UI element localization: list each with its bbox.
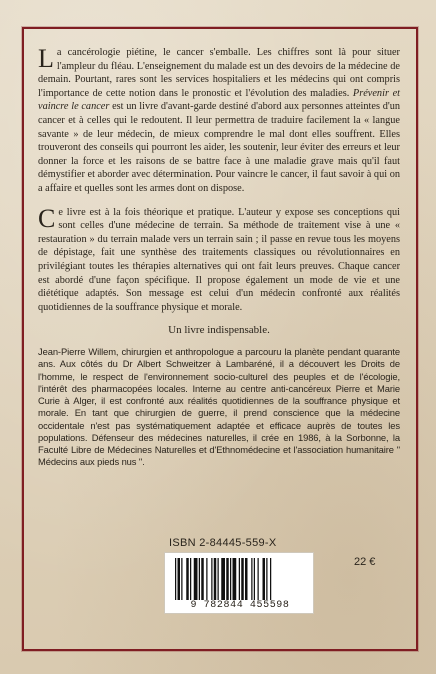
barcode-bar [241,558,244,600]
description-paragraph-2 [38,203,400,315]
barcode-bar [211,558,212,600]
barcode-bar [218,558,219,600]
barcode-bar [230,558,231,600]
barcode-bar [194,558,198,600]
book-title-inline: Prévenir et vaincre le cancer [38,87,400,113]
barcode-bar [201,558,204,600]
barcode-bar [199,558,200,600]
barcode-bars [175,558,305,600]
p2-text: e livre est à la fois théorique et pratique. L'auteur y expose ses conceptions qui sont celles d'une médecine de terrain. Sa méthode de traitement vise à une « restauration » du terrain malade vers un terrain sain ; il passe en revue tous les moyens de dépistage, fait une synthèse des traitements classiques ou révolutionnaires en privilégiant toutes les thérapies alternatives qui ont fait leurs preuves. Chaque cancer est abordé d'une façon spécifique. Il propose également un mode de vie et une diététique adaptés. Son message est celui d'un médecin confronté aux réalités quotidiennes de la souffrance physique et morale. [38,206,400,313]
barcode-bar [233,558,237,600]
barcode-bar [258,558,259,600]
barcode [164,552,314,614]
barcode-bar [214,558,217,600]
p1-text-start: a cancérologie piétine, le cancer s'emballe. Les chiffres sont là pour situer l'ampleur du fléau. L'enseignement du malade est un des devoirs de la médecine de demain. Pourtant, rares sont les services hospitaliers et les médecins qui ont compris l'importance de cette notion dans le pronostic et l'évolution des maladies. [38,47,400,99]
barcode-bar [190,558,191,600]
barcode-bar [254,558,255,600]
dropcap-l: L [38,44,54,73]
isbn-label: ISBN 2-84445-559-X [169,537,277,549]
barcode-bar [251,558,252,600]
price-label: 22 € [354,556,376,568]
barcode-bar [186,558,189,600]
dropcap-c: C [38,203,56,233]
tagline: Un livre indispensable. [168,324,270,337]
barcode-bar [181,558,182,600]
barcode-bar [175,558,176,600]
barcode-bar [270,558,271,600]
barcode-bar [226,558,229,600]
author-bio: Jean-Pierre Willem, chirurgien et anthropologue a parcouru la planète pendant quarante ans. Aux côtés du Dr Albert Schweitzer à Lambaréné, il a découvert les Droits de l'homme, le respect de l'environnement socio-culturel des peuples et de l'écologie, l'intérêt des pharmacopées locales. Interne au centre anti-cancéreux Pierre et Marie Curie à Alger, il est confronté aux réalités quotidiennes de la souffrance physique et morale. En tant que chirurgien de guerre, il prend conscience que la médecine occidentale n'est pas systématiquement adaptée et efficace auprès de toutes les populations. Défenseur des médecines naturelles, il crée en 1986, à la Sorbonne, la Faculté Libre de Médecines Naturelles et d'Ethnomédecine et l'association humanitaire " Médecins aux pieds nus ". [38,346,400,468]
barcode-bar [178,558,181,600]
barcode-bar [266,558,267,600]
barcode-bar [263,558,266,600]
barcode-bar [239,558,240,600]
p1-text-end: est un livre d'avant-garde destiné d'abord aux personnes atteintes d'un cancer et à celles qui le redoutent. Il leur permettra de traduire facilement la « langue savante » de leur médecin, de mieux comprendre le mal dont elles souffrent. Elles trouveront des conseils qui pourront les aider, les soutenir, leur éviter des erreurs et leur donner la force et les raisons de se battre face à une maladie grave mais qu'il faut démystifier et aborder avec détermination. Pour vaincre le cancer, il faut savoir à qui on a affaire et quelles sont les armes dont on dispose. [38,101,400,194]
barcode-bar [206,558,207,600]
barcode-digits: 9 782844 455598 [190,600,290,611]
barcode-bar [245,558,248,600]
description-paragraph-1 [38,46,400,196]
barcode-bar [221,558,225,600]
